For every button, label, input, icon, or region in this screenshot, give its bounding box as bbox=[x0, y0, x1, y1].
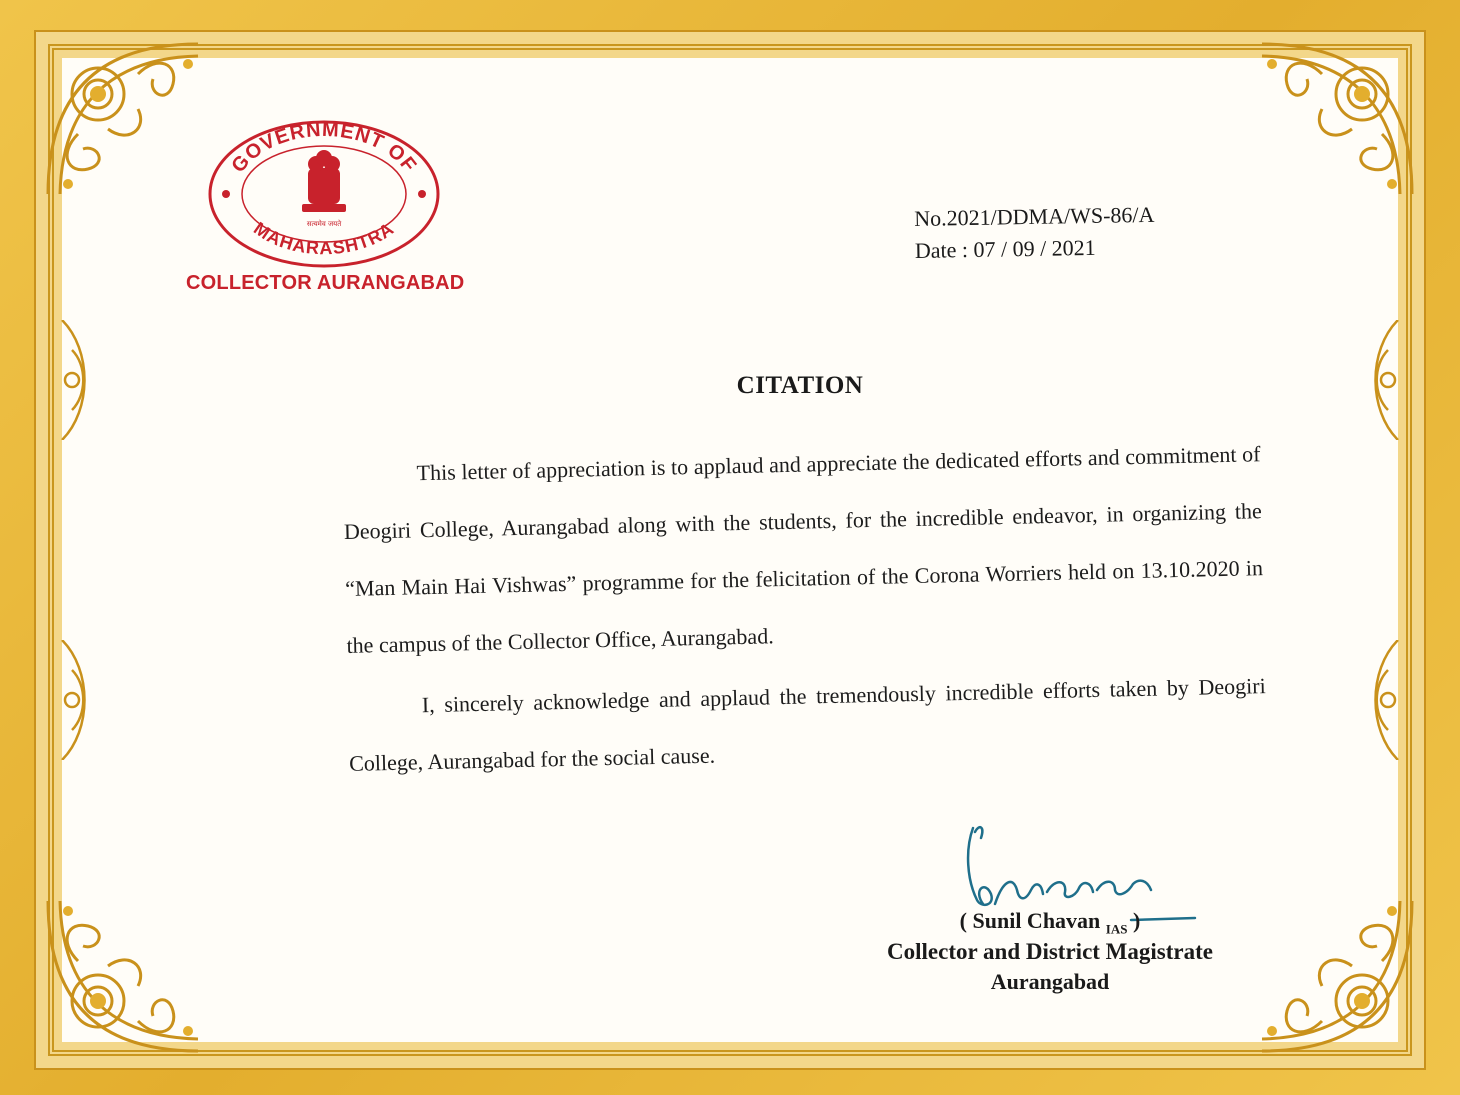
svg-text:सत्यमेव जयते: सत्यमेव जयते bbox=[306, 220, 342, 228]
reference-number: No.2021/DDMA/WS-86/A bbox=[914, 201, 1155, 231]
corner-ornament-icon bbox=[38, 34, 208, 204]
signatory-close: ) bbox=[1132, 908, 1141, 933]
svg-text:GOVERNMENT OF: GOVERNMENT OF bbox=[227, 118, 421, 177]
signatory-service: IAS bbox=[1105, 921, 1128, 937]
title-text: CITATION bbox=[736, 372, 864, 399]
citation-body bbox=[342, 425, 1268, 792]
signatory-name: ( Sunil Chavan bbox=[959, 908, 1101, 933]
document-title bbox=[0, 372, 1460, 400]
side-ornament-icon bbox=[1362, 640, 1408, 760]
citation-paragraph: This letter of appreciation is to applaud and appreciate the dedicated efforts and commitment of Deogiri College, Aurangabad along with the students, for the incredible endeavor, in organizing the “Man Main Hai Vishwas” programme for the felicitation of the Corona Worriers held on 13.10.2020 in the campus of the Collector Office, Aurangabad. bbox=[343, 441, 1264, 658]
svg-text:MAHARASHTRA: MAHARASHTRA bbox=[250, 218, 398, 259]
signatory-name-line bbox=[860, 908, 1240, 937]
government-seal-stamp bbox=[208, 118, 440, 268]
corner-ornament-icon bbox=[1252, 891, 1422, 1061]
citation-paragraph: I, sincerely acknowledge and applaud the tremendously incredible efforts taken by Deogiri College, Aurangabad for the social cause. bbox=[348, 673, 1266, 776]
reference-block bbox=[914, 199, 1155, 267]
corner-ornament-icon bbox=[38, 891, 208, 1061]
reference-date: Date : 07 / 09 / 2021 bbox=[914, 234, 1096, 263]
corner-ornament-icon bbox=[1252, 34, 1422, 204]
signatory-designation: Collector and District Magistrate bbox=[887, 939, 1213, 965]
signatory-block bbox=[860, 908, 1240, 995]
side-ornament-icon bbox=[52, 640, 98, 760]
signatory-place: Aurangabad bbox=[990, 969, 1110, 995]
seal-office-label: COLLECTOR AURANGABAD bbox=[186, 272, 465, 294]
